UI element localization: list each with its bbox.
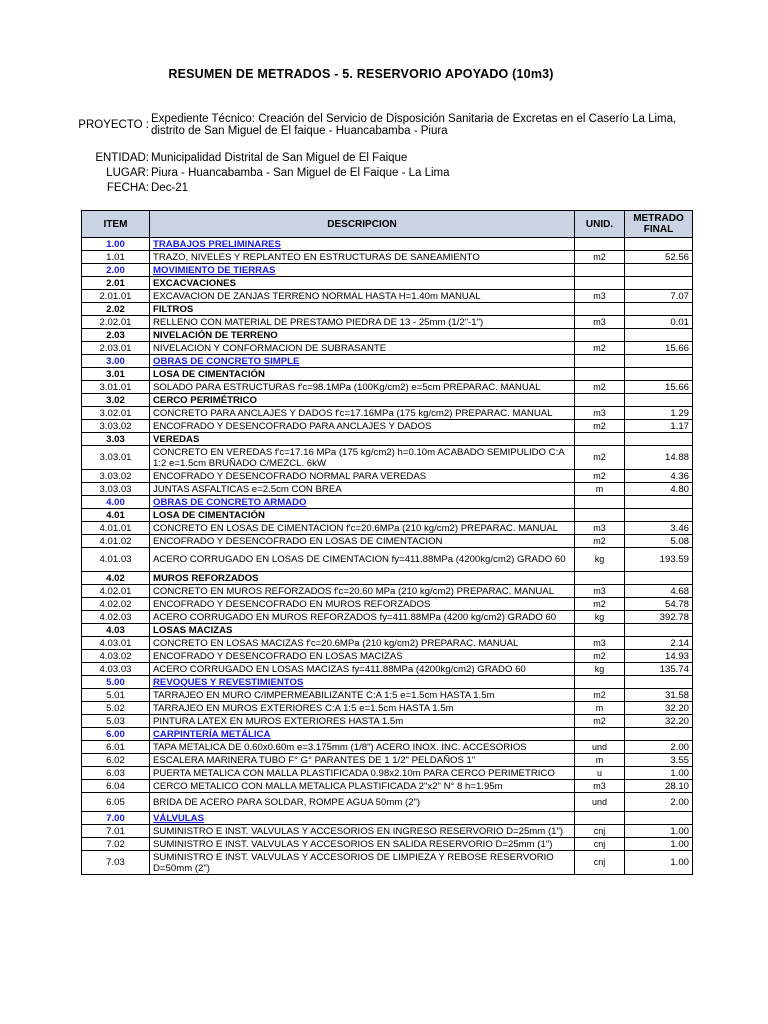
row-description xyxy=(150,689,575,702)
table-row xyxy=(82,446,693,470)
table-row xyxy=(82,611,693,624)
row-item-code: 5.02 xyxy=(82,702,150,715)
row-item-code: 6.01 xyxy=(82,741,150,754)
row-unit: m2 xyxy=(575,535,625,548)
row-item-code: 4.01.01 xyxy=(82,522,150,535)
row-description-text: CONCRETO PARA ANCLAJES Y DADOS f'c=17.16MPa (175 kg/cm2) PREPARAC. MANUAL xyxy=(153,407,553,419)
table-row xyxy=(82,793,693,812)
row-description-text: MUROS REFORZADOS xyxy=(153,572,259,584)
row-metrado: 4.80 xyxy=(625,483,693,496)
table-row xyxy=(82,676,693,689)
row-item-code: 2.01.01 xyxy=(82,290,150,303)
row-description xyxy=(150,381,575,394)
row-item-code: 1.01 xyxy=(82,251,150,264)
proyecto-line-2: distrito de San Miguel de El faique - Huancabamba - Piura xyxy=(151,125,448,137)
row-item-code: 4.01.02 xyxy=(82,535,150,548)
row-description-text: LOSAS MACIZAS xyxy=(153,624,233,636)
row-description xyxy=(150,598,575,611)
row-description-text: VÁLVULAS xyxy=(153,812,204,824)
row-unit: m3 xyxy=(575,407,625,420)
row-unit xyxy=(575,812,625,825)
row-unit xyxy=(575,277,625,290)
row-unit xyxy=(575,394,625,407)
row-metrado xyxy=(625,676,693,689)
lugar-label: LUGAR: xyxy=(106,167,149,179)
row-description xyxy=(150,585,575,598)
row-item-code: 4.02.02 xyxy=(82,598,150,611)
table-row xyxy=(82,548,693,572)
row-description-text: SUMINISTRO E INST. VALVULAS Y ACCESORIOS EN INGRESO RESERVORIO D=25mm (1") xyxy=(153,825,564,837)
row-metrado: 7.07 xyxy=(625,290,693,303)
row-description-text: ENCOFRADO Y DESENCOFRADO NORMAL PARA VEREDAS xyxy=(153,470,427,482)
row-description-text: SOLADO PARA ESTRUCTURAS f'c=98.1MPa (100Kg/cm2) e=5cm PREPARAC. MANUAL xyxy=(153,381,541,393)
column-header-unid: UNID. xyxy=(575,211,625,238)
row-unit: m2 xyxy=(575,251,625,264)
row-unit xyxy=(575,509,625,522)
row-metrado: 5.08 xyxy=(625,535,693,548)
row-metrado: 52.56 xyxy=(625,251,693,264)
row-metrado: 1.00 xyxy=(625,851,693,875)
row-description-text: CONCRETO EN LOSAS MACIZAS f'c=20.6MPa (210 kg/cm2) PREPARAC. MANUAL xyxy=(153,637,519,649)
table-row xyxy=(82,277,693,290)
table-row xyxy=(82,394,693,407)
row-unit: kg xyxy=(575,611,625,624)
row-description-text: MOVIMIENTO DE TIERRAS xyxy=(153,264,276,276)
row-item-code: 3.01 xyxy=(82,368,150,381)
row-metrado: 193.59 xyxy=(625,548,693,572)
row-description xyxy=(150,483,575,496)
row-metrado xyxy=(625,496,693,509)
row-description-text: CERCO PERIMÉTRICO xyxy=(153,394,257,406)
row-metrado: 1.00 xyxy=(625,767,693,780)
row-item-code: 5.03 xyxy=(82,715,150,728)
row-metrado: 31.58 xyxy=(625,689,693,702)
row-description xyxy=(150,433,575,446)
table-row xyxy=(82,689,693,702)
row-description-text: LOSA DE CIMENTACIÓN xyxy=(153,509,265,521)
row-unit: m3 xyxy=(575,290,625,303)
row-unit: und xyxy=(575,793,625,812)
row-metrado xyxy=(625,264,693,277)
document-title: RESUMEN DE METRADOS - 5. RESERVORIO APOYADO (10m3) xyxy=(168,67,554,81)
row-description xyxy=(150,637,575,650)
row-item-code: 3.03.01 xyxy=(82,446,150,470)
table-row xyxy=(82,355,693,368)
row-metrado: 15.66 xyxy=(625,342,693,355)
table-row xyxy=(82,663,693,676)
row-item-code: 3.02 xyxy=(82,394,150,407)
table-header-row xyxy=(82,211,693,238)
table-row xyxy=(82,825,693,838)
table-row xyxy=(82,535,693,548)
row-description-text: SUMINISTRO E INST. VALVULAS Y ACCESORIOS DE LIMPIEZA Y REBOSE RESERVORIO D=50mm (2") xyxy=(153,851,554,874)
row-description-text: NIVELACIÓN DE TERRENO xyxy=(153,329,278,341)
table-row xyxy=(82,329,693,342)
fecha-value: Dec-21 xyxy=(151,182,189,194)
table-row xyxy=(82,342,693,355)
row-metrado xyxy=(625,394,693,407)
row-unit xyxy=(575,676,625,689)
row-item-code: 6.05 xyxy=(82,793,150,812)
row-description xyxy=(150,342,575,355)
row-unit: m3 xyxy=(575,780,625,793)
row-item-code: 2.00 xyxy=(82,264,150,277)
row-item-code: 2.02 xyxy=(82,303,150,316)
row-item-code: 4.02.01 xyxy=(82,585,150,598)
row-description-text: ENCOFRADO Y DESENCOFRADO EN MUROS REFORZADOS xyxy=(153,598,431,610)
row-unit: m2 xyxy=(575,650,625,663)
row-item-code: 4.01 xyxy=(82,509,150,522)
row-description xyxy=(150,611,575,624)
row-metrado: 15.66 xyxy=(625,381,693,394)
row-metrado: 32.20 xyxy=(625,702,693,715)
row-description xyxy=(150,535,575,548)
table-row xyxy=(82,637,693,650)
row-item-code: 6.00 xyxy=(82,728,150,741)
row-metrado: 3.46 xyxy=(625,522,693,535)
row-unit: m3 xyxy=(575,522,625,535)
row-item-code: 7.03 xyxy=(82,851,150,875)
row-description xyxy=(150,702,575,715)
row-description-text: OBRAS DE CONCRETO SIMPLE xyxy=(153,355,300,367)
table-row xyxy=(82,702,693,715)
row-unit xyxy=(575,496,625,509)
row-description xyxy=(150,650,575,663)
row-item-code: 6.03 xyxy=(82,767,150,780)
row-description xyxy=(150,446,575,470)
row-metrado xyxy=(625,624,693,637)
table-row xyxy=(82,572,693,585)
row-description-text: TAPA METALICA DE 0.60x0.60m e=3.175mm (1/8") ACERO INOX. INC. ACCESORIOS xyxy=(153,741,527,753)
row-unit: m2 xyxy=(575,342,625,355)
row-metrado: 2.00 xyxy=(625,793,693,812)
row-item-code: 5.01 xyxy=(82,689,150,702)
row-description xyxy=(150,624,575,637)
row-description xyxy=(150,825,575,838)
row-item-code: 3.01.01 xyxy=(82,381,150,394)
row-unit xyxy=(575,728,625,741)
row-item-code: 3.00 xyxy=(82,355,150,368)
table-row xyxy=(82,780,693,793)
row-description-text: CONCRETO EN LOSAS DE CIMENTACION f'c=20.6MPa (210 kg/cm2) PREPARAC. MANUAL xyxy=(153,522,559,534)
row-metrado: 2.00 xyxy=(625,741,693,754)
row-description xyxy=(150,663,575,676)
row-description xyxy=(150,741,575,754)
row-description xyxy=(150,420,575,433)
row-unit: cnj xyxy=(575,825,625,838)
column-header-item: ITEM xyxy=(82,211,150,238)
row-metrado xyxy=(625,355,693,368)
row-unit: m2 xyxy=(575,470,625,483)
row-metrado xyxy=(625,509,693,522)
row-unit xyxy=(575,238,625,251)
table-row xyxy=(82,650,693,663)
row-description-text: TARRAJEO EN MUROS EXTERIORES C:A 1:5 e=1.5cm HASTA 1.5m xyxy=(153,702,454,714)
row-item-code: 4.03.02 xyxy=(82,650,150,663)
lugar-value: Piura - Huancabamba - San Miguel de El Faique - La Lima xyxy=(151,167,450,179)
row-description-text: ESCALERA MARINERA TUBO F° G° PARANTES DE 1 1/2" PELDAÑOS 1" xyxy=(153,754,476,766)
row-metrado: 32.20 xyxy=(625,715,693,728)
row-unit: m2 xyxy=(575,598,625,611)
table-row xyxy=(82,407,693,420)
row-item-code: 2.01 xyxy=(82,277,150,290)
row-metrado: 1.29 xyxy=(625,407,693,420)
table-row xyxy=(82,522,693,535)
table-row xyxy=(82,368,693,381)
row-unit: und xyxy=(575,741,625,754)
row-unit: m2 xyxy=(575,689,625,702)
table-row xyxy=(82,381,693,394)
row-description-text: LOSA DE CIMENTACIÓN xyxy=(153,368,265,380)
row-description-text: ENCOFRADO Y DESENCOFRADO EN LOSAS DE CIMENTACION xyxy=(153,535,443,547)
row-item-code: 5.00 xyxy=(82,676,150,689)
metrados-table xyxy=(81,210,693,875)
row-description xyxy=(150,676,575,689)
row-unit xyxy=(575,624,625,637)
row-description-text: SUMINISTRO E INST. VALVULAS Y ACCESORIOS EN SALIDA RESERVORIO D=25mm (1") xyxy=(153,838,553,850)
row-description xyxy=(150,368,575,381)
row-item-code: 3.03.02 xyxy=(82,470,150,483)
row-metrado: 2.14 xyxy=(625,637,693,650)
column-header-metrado-final: METRADO FINAL xyxy=(625,211,693,238)
table-row xyxy=(82,483,693,496)
table-row xyxy=(82,496,693,509)
row-description xyxy=(150,470,575,483)
row-item-code: 3.03.03 xyxy=(82,483,150,496)
row-description xyxy=(150,851,575,875)
row-metrado: 28.10 xyxy=(625,780,693,793)
row-description-text: BRIDA DE ACERO PARA SOLDAR, ROMPE AGUA 50mm (2") xyxy=(153,796,421,808)
row-description xyxy=(150,522,575,535)
row-item-code: 2.03 xyxy=(82,329,150,342)
row-item-code: 4.03.01 xyxy=(82,637,150,650)
row-metrado xyxy=(625,572,693,585)
row-item-code: 6.02 xyxy=(82,754,150,767)
row-item-code: 6.04 xyxy=(82,780,150,793)
row-description xyxy=(150,316,575,329)
row-description-text: JUNTAS ASFALTICAS e=2.5cm CON BREA xyxy=(153,483,342,495)
table-row xyxy=(82,433,693,446)
row-item-code: 4.02.03 xyxy=(82,611,150,624)
row-description xyxy=(150,509,575,522)
row-unit: kg xyxy=(575,548,625,572)
table-row xyxy=(82,264,693,277)
table-row xyxy=(82,585,693,598)
row-description xyxy=(150,355,575,368)
table-row xyxy=(82,812,693,825)
column-header-descripcion: DESCRIPCION xyxy=(150,211,575,238)
row-description xyxy=(150,329,575,342)
row-item-code: 4.01.03 xyxy=(82,548,150,572)
row-item-code: 2.02.01 xyxy=(82,316,150,329)
row-unit: m xyxy=(575,702,625,715)
entidad-value: Municipalidad Distrital de San Miguel de El Faique xyxy=(151,152,408,164)
row-description xyxy=(150,238,575,251)
row-metrado: 14.88 xyxy=(625,446,693,470)
row-description-text: PINTURA LATEX EN MUROS EXTERIORES HASTA 1.5m xyxy=(153,715,404,727)
row-description xyxy=(150,548,575,572)
row-unit xyxy=(575,264,625,277)
row-metrado xyxy=(625,433,693,446)
row-item-code: 4.02 xyxy=(82,572,150,585)
row-metrado xyxy=(625,812,693,825)
table-row xyxy=(82,509,693,522)
row-unit: m2 xyxy=(575,420,625,433)
row-description xyxy=(150,496,575,509)
row-description xyxy=(150,767,575,780)
table-row xyxy=(82,290,693,303)
table-row xyxy=(82,251,693,264)
table-row xyxy=(82,741,693,754)
table-row xyxy=(82,420,693,433)
row-description-text: CERCO METALICO CON MALLA METALICA PLASTIFICADA 2"x2" N° 8 h=1.95m xyxy=(153,780,503,792)
row-description-text: CONCRETO EN MUROS REFORZADOS f'c=20.60 MPa (210 kg/cm2) PREPARAC. MANUAL xyxy=(153,585,555,597)
row-metrado: 1.00 xyxy=(625,825,693,838)
row-description xyxy=(150,394,575,407)
row-unit: kg xyxy=(575,663,625,676)
row-unit: m3 xyxy=(575,585,625,598)
row-item-code: 2.03.01 xyxy=(82,342,150,355)
row-item-code: 4.03.03 xyxy=(82,663,150,676)
row-description xyxy=(150,251,575,264)
row-description xyxy=(150,715,575,728)
row-unit xyxy=(575,572,625,585)
row-description-text: REVOQUES Y REVESTIMIENTOS xyxy=(153,676,304,688)
row-item-code: 4.00 xyxy=(82,496,150,509)
row-item-code: 3.03.02 xyxy=(82,420,150,433)
row-description-text: FILTROS xyxy=(153,303,194,315)
row-description xyxy=(150,812,575,825)
proyecto-line-1: Expediente Técnico: Creación del Servicio de Disposición Sanitaria de Excretas en el Caserío La Lima, xyxy=(151,113,677,125)
table-row xyxy=(82,715,693,728)
row-unit xyxy=(575,433,625,446)
row-unit: m2 xyxy=(575,381,625,394)
proyecto-label: PROYECTO : xyxy=(78,119,149,131)
table-row xyxy=(82,316,693,329)
row-description-text: ACERO CORRUGADO EN LOSAS DE CIMENTACION fy=411.88MPa (4200kg/cm2) GRADO 60 xyxy=(153,554,566,565)
row-metrado xyxy=(625,277,693,290)
row-metrado: 1.00 xyxy=(625,838,693,851)
table-body xyxy=(82,238,693,875)
row-description-text: ACERO CORRUGADO EN LOSAS MACIZAS fy=411.88MPa (4200kg/cm2) GRADO 60 xyxy=(153,663,526,675)
table-row xyxy=(82,728,693,741)
row-description-text: ACERO CORRUGADO EN MUROS REFORZADOS fy=411.88MPa (4200 kg/cm2) GRADO 60 xyxy=(153,611,557,623)
table-row xyxy=(82,238,693,251)
row-unit xyxy=(575,368,625,381)
row-description xyxy=(150,407,575,420)
row-metrado xyxy=(625,368,693,381)
row-description xyxy=(150,290,575,303)
row-description-text: RELLENO CON MATERIAL DE PRESTAMO PIEDRA DE 13 - 25mm (1/2"-1") xyxy=(153,316,484,328)
row-item-code: 1.00 xyxy=(82,238,150,251)
row-metrado: 54.78 xyxy=(625,598,693,611)
table-row xyxy=(82,851,693,875)
row-description-text: CARPINTERÍA METÁLICA xyxy=(153,728,271,740)
row-description xyxy=(150,572,575,585)
row-item-code: 3.02.01 xyxy=(82,407,150,420)
row-description-text: ENCOFRADO Y DESENCOFRADO EN LOSAS MACIZAS xyxy=(153,650,403,662)
row-item-code: 7.01 xyxy=(82,825,150,838)
row-unit: m xyxy=(575,483,625,496)
row-description-text: OBRAS DE CONCRETO ARMADO xyxy=(153,496,307,508)
table-row xyxy=(82,754,693,767)
fecha-label: FECHA: xyxy=(106,182,149,194)
row-metrado xyxy=(625,303,693,316)
table-row xyxy=(82,470,693,483)
row-description-text: PUERTA METALICA CON MALLA PLASTIFICADA 0.98x2.10m PARA CERCO PERIMETRICO xyxy=(153,767,555,779)
row-description xyxy=(150,303,575,316)
row-description-text: TRAZO, NIVELES Y REPLANTEO EN ESTRUCTURAS DE SANEAMIENTO xyxy=(153,251,480,263)
row-description xyxy=(150,728,575,741)
row-metrado xyxy=(625,329,693,342)
table-row xyxy=(82,598,693,611)
row-item-code: 7.02 xyxy=(82,838,150,851)
row-unit xyxy=(575,329,625,342)
row-metrado: 3.55 xyxy=(625,754,693,767)
table-row xyxy=(82,767,693,780)
row-item-code: 4.03 xyxy=(82,624,150,637)
row-metrado: 1.17 xyxy=(625,420,693,433)
row-unit: cnj xyxy=(575,838,625,851)
row-description xyxy=(150,277,575,290)
row-description-text: NIVELACION Y CONFORMACION DE SUBRASANTE xyxy=(153,342,387,354)
row-unit: cnj xyxy=(575,851,625,875)
row-metrado: 392.78 xyxy=(625,611,693,624)
row-metrado: 4.68 xyxy=(625,585,693,598)
row-unit: m3 xyxy=(575,316,625,329)
table-row xyxy=(82,624,693,637)
row-description-text: TRABAJOS PRELIMINARES xyxy=(153,238,281,250)
row-unit: m3 xyxy=(575,637,625,650)
row-description-text: EXCACVACIONES xyxy=(153,277,236,289)
row-description xyxy=(150,780,575,793)
row-metrado xyxy=(625,728,693,741)
row-unit: m2 xyxy=(575,446,625,470)
row-description xyxy=(150,754,575,767)
row-metrado: 14.93 xyxy=(625,650,693,663)
row-metrado: 0.01 xyxy=(625,316,693,329)
row-description-text: EXCAVACION DE ZANJAS TERRENO NORMAL HASTA H=1.40m MANUAL xyxy=(153,290,481,302)
entidad-label: ENTIDAD: xyxy=(95,152,149,164)
row-description-text: VEREDAS xyxy=(153,433,200,445)
row-description xyxy=(150,838,575,851)
row-item-code: 3.03 xyxy=(82,433,150,446)
row-description-text: ENCOFRADO Y DESENCOFRADO PARA ANCLAJES Y DADOS xyxy=(153,420,432,432)
table-row xyxy=(82,838,693,851)
row-description xyxy=(150,264,575,277)
table-row xyxy=(82,303,693,316)
row-unit: m2 xyxy=(575,715,625,728)
row-description xyxy=(150,793,575,812)
row-description-text: CONCRETO EN VEREDAS f'c=17.16 MPa (175 kg/cm2) h=0.10m ACABADO SEMIPULIDO C:A 1:2 e=1.5cm BRUÑADO C/MEZCL. 6kW xyxy=(153,446,565,469)
row-unit xyxy=(575,355,625,368)
row-description-text: TARRAJEO EN MURO C/IMPERMEABILIZANTE C:A 1:5 e=1.5cm HASTA 1.5m xyxy=(153,689,495,701)
row-item-code: 7.00 xyxy=(82,812,150,825)
row-metrado: 4.36 xyxy=(625,470,693,483)
row-unit: u xyxy=(575,767,625,780)
row-unit: m xyxy=(575,754,625,767)
row-metrado xyxy=(625,238,693,251)
row-metrado: 135.74 xyxy=(625,663,693,676)
row-unit xyxy=(575,303,625,316)
